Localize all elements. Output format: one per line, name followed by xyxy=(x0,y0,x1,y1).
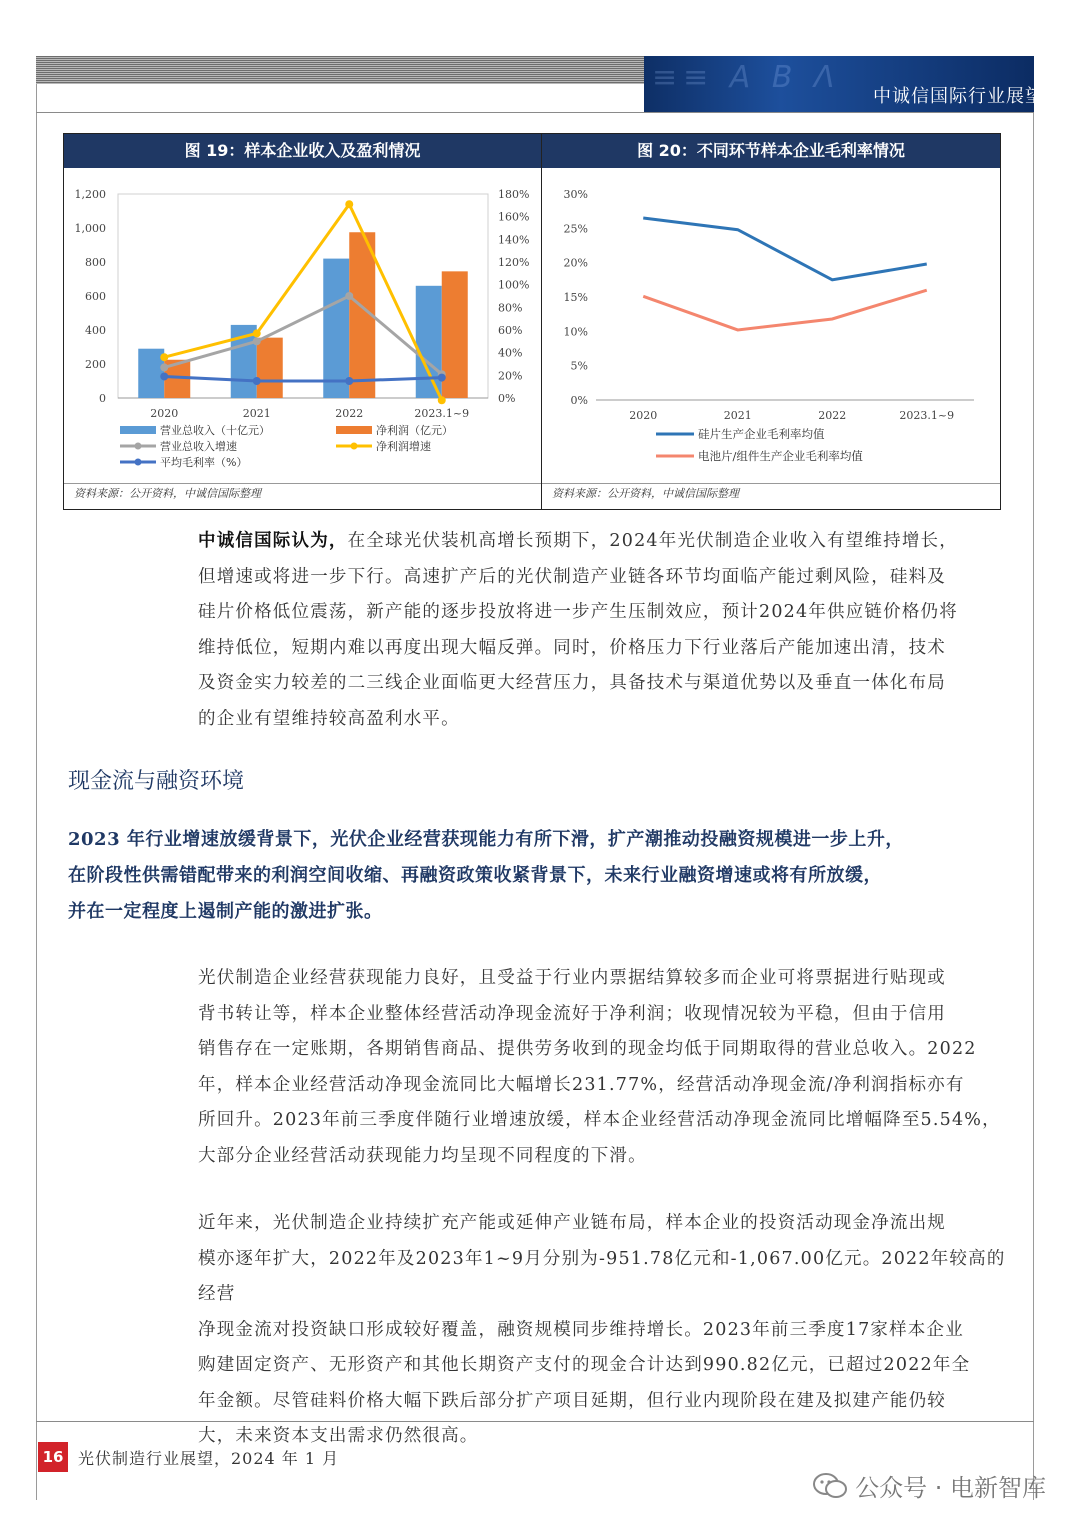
paragraph-line: 销售存在一定账期，各期销售商品、提供劳务收到的现金均低于同期取得的营业总收入。2022 xyxy=(198,1039,977,1059)
legend-label: 营业总收入增速 xyxy=(160,440,237,453)
paragraph-outlook xyxy=(198,524,1008,737)
paragraph-line: 及资金实力较差的二三线企业面临更大经营压力，具备技术与渠道优势以及垂直一体化布局 xyxy=(198,673,946,693)
y-right-tick-label: 0% xyxy=(498,392,516,405)
y-right-tick-label: 160% xyxy=(498,210,530,224)
y-tick-label: 10% xyxy=(563,325,588,339)
y-tick-label: 30% xyxy=(563,188,588,201)
series-line xyxy=(164,204,442,400)
paragraph-line: 维持低位，短期内难以再度出现大幅反弹。同时，价格压力下行业落后产能加速出清，技术 xyxy=(198,637,946,658)
legend-swatch-point xyxy=(135,459,142,466)
paragraph-operating-cashflow xyxy=(198,961,1010,1174)
y-right-tick-label: 180% xyxy=(498,188,530,201)
y-right-tick-label: 140% xyxy=(498,233,530,247)
x-tick-label: 2021 xyxy=(242,407,271,420)
header-decoration: ≡≡ Α Β Λ xyxy=(652,60,841,95)
paragraph-line: 近年来，光伏制造企业持续扩充产能或延伸产业链布局，样本企业的投资活动现金净流出规 xyxy=(198,1213,946,1233)
paragraph-line: 购建固定资产、无形资产和其他长期资产支付的现金合计达到990.82亿元，已超过2022年全 xyxy=(198,1355,971,1375)
paragraph-line: 但增速或将进一步下行。高速扩产后的光伏制造产业链各环节均面临产能过剩风险，硅料及 xyxy=(198,566,946,587)
y-right-tick-label: 60% xyxy=(498,324,523,337)
y-left-tick-label: 600 xyxy=(85,290,106,303)
series-point xyxy=(345,292,353,300)
y-left-tick-label: 0 xyxy=(99,392,106,405)
paragraph-line: 年金额。尽管硅料价格大幅下跌后部分扩产项目延期，但行业内现阶段在建及拟建产能仍较 xyxy=(198,1390,946,1411)
bar xyxy=(442,271,468,398)
figure-20-source-divider xyxy=(542,483,1000,484)
legend-label: 净利润（亿元） xyxy=(376,424,453,437)
y-tick-label: 15% xyxy=(563,291,588,304)
series-point xyxy=(160,363,168,371)
paragraph-line: 模亦逐年扩大，2022年及2023年1~9月分别为-951.78亿元和-1,067.00亿元。2022年较高的经营 xyxy=(198,1248,1006,1304)
figure-19-source-divider xyxy=(64,483,541,484)
header-stripes xyxy=(36,56,644,84)
paragraph-lead: 中诚信国际认为， xyxy=(198,531,348,551)
wechat-icon xyxy=(813,1472,847,1500)
legend-swatch-point xyxy=(351,443,358,450)
figures-box xyxy=(63,133,1001,510)
legend-label: 电池片/组件生产企业毛利率均值 xyxy=(698,449,863,463)
legend-label: 营业总收入（十亿元） xyxy=(160,424,270,437)
x-tick-label: 2023.1~9 xyxy=(899,409,955,422)
y-left-tick-label: 1,200 xyxy=(74,188,106,201)
paragraph-line: 净现金流对投资缺口形成较好覆盖，融资规模同步维持增长。2023年前三季度17家样本企业 xyxy=(198,1319,964,1340)
series-point xyxy=(438,396,446,404)
figure-20-chart xyxy=(542,168,1000,468)
lead-line: 并在一定程度上遏制产能的激进扩张。 xyxy=(68,901,383,922)
series-point xyxy=(345,377,353,385)
legend-label: 平均毛利率（%） xyxy=(160,456,248,468)
legend-label: 净利润增速 xyxy=(376,440,431,453)
page-number: 16 xyxy=(38,1442,68,1472)
header-line xyxy=(36,112,1034,113)
bar xyxy=(257,338,283,398)
watermark-text: 公众号 · 电新智库 xyxy=(855,1474,1046,1502)
x-tick-label: 2020 xyxy=(629,409,658,422)
y-left-tick-label: 400 xyxy=(85,324,106,337)
header-title: 中诚信国际行业展望 xyxy=(873,86,1044,107)
watermark xyxy=(813,1468,1046,1503)
series-point xyxy=(253,329,261,337)
footer-text: 光伏制造行业展望，2024 年 1 月 xyxy=(78,1449,340,1468)
lead-line: 2023 年行业增速放缓背景下，光伏企业经营获现能力有所下滑，扩产潮推动投融资规模进一步上升， xyxy=(68,829,904,850)
y-left-tick-label: 800 xyxy=(85,256,106,269)
series-line xyxy=(643,218,927,280)
figure-19-source: 资料来源：公开资料，中诚信国际整理 xyxy=(74,487,261,500)
section-lead xyxy=(68,822,1008,930)
figure-20-source: 资料来源：公开资料，中诚信国际整理 xyxy=(552,487,739,500)
paragraph-line: 年，样本企业经营活动净现金流同比大幅增长231.77%，经营活动净现金流/净利润指标亦有 xyxy=(198,1074,965,1095)
series-point xyxy=(253,337,261,345)
y-right-tick-label: 20% xyxy=(498,369,523,383)
paragraph-line: 背书转让等，样本企业整体经营活动净现金流好于净利润；收现情况较为平稳，但由于信用 xyxy=(198,1003,946,1024)
legend-swatch xyxy=(120,426,156,434)
x-tick-label: 2022 xyxy=(335,407,364,420)
bar xyxy=(416,286,442,398)
y-right-tick-label: 120% xyxy=(498,256,530,269)
series-line xyxy=(164,296,442,374)
series-line xyxy=(643,290,927,330)
y-tick-label: 0% xyxy=(570,394,588,407)
footer-line xyxy=(36,1421,1034,1422)
series-point xyxy=(160,372,168,380)
y-tick-label: 25% xyxy=(563,222,588,236)
series-point xyxy=(438,374,446,382)
series-line xyxy=(164,376,442,381)
paragraph-line: 大，未来资本支出需求仍然很高。 xyxy=(198,1426,479,1446)
legend-label: 硅片生产企业毛利率均值 xyxy=(698,427,825,441)
paragraph-text: 在全球光伏装机高增长预期下，2024年光伏制造企业收入有望维持增长， xyxy=(347,531,958,551)
paragraph-line: 光伏制造企业经营获现能力良好，且受益于行业内票据结算较多而企业可将票据进行贴现或 xyxy=(198,968,946,988)
y-left-tick-label: 200 xyxy=(85,358,106,371)
y-right-tick-label: 40% xyxy=(498,346,523,360)
figure-20 xyxy=(542,134,1000,509)
paragraph-line: 硅片价格低位震荡，新产能的逐步投放将进一步产生压制效应，预计2024年供应链价格仍将 xyxy=(198,602,958,622)
y-tick-label: 5% xyxy=(570,359,588,373)
x-tick-label: 2023.1~9 xyxy=(414,407,470,420)
x-tick-label: 2022 xyxy=(818,409,847,422)
lead-line: 在阶段性供需错配带来的利润空间收缩、再融资政策收紧背景下，未来行业融资增速或将有所放缓， xyxy=(68,865,882,886)
paragraph-investment xyxy=(198,1206,1010,1455)
series-point xyxy=(345,200,353,208)
figure-19-chart xyxy=(64,168,541,468)
y-tick-label: 20% xyxy=(563,256,588,270)
legend-swatch xyxy=(336,426,372,434)
paragraph-line xyxy=(198,524,1008,560)
series-point xyxy=(253,377,261,385)
paragraph-line: 所回升。2023年前三季度伴随行业增速放缓，样本企业经营活动净现金流同比增幅降至5.54%， xyxy=(198,1110,1001,1130)
figure-20-title: 图 20：不同环节样本企业毛利率情况 xyxy=(542,134,1000,168)
section-title: 现金流与融资环境 xyxy=(68,769,245,794)
series-point xyxy=(160,353,168,361)
paragraph-line: 大部分企业经营活动获现能力均呈现不同程度的下滑。 xyxy=(198,1145,647,1166)
paragraph-line: 的企业有望维持较高盈利水平。 xyxy=(198,708,460,729)
figure-19 xyxy=(64,134,542,509)
x-tick-label: 2020 xyxy=(150,407,179,420)
y-right-tick-label: 100% xyxy=(498,278,530,292)
legend-swatch-point xyxy=(135,443,142,450)
figure-19-title: 图 19：样本企业收入及盈利情况 xyxy=(64,134,541,168)
y-right-tick-label: 80% xyxy=(498,301,523,315)
y-left-tick-label: 1,000 xyxy=(74,222,106,235)
bar xyxy=(138,349,164,398)
bar xyxy=(323,259,349,398)
x-tick-label: 2021 xyxy=(723,409,752,422)
